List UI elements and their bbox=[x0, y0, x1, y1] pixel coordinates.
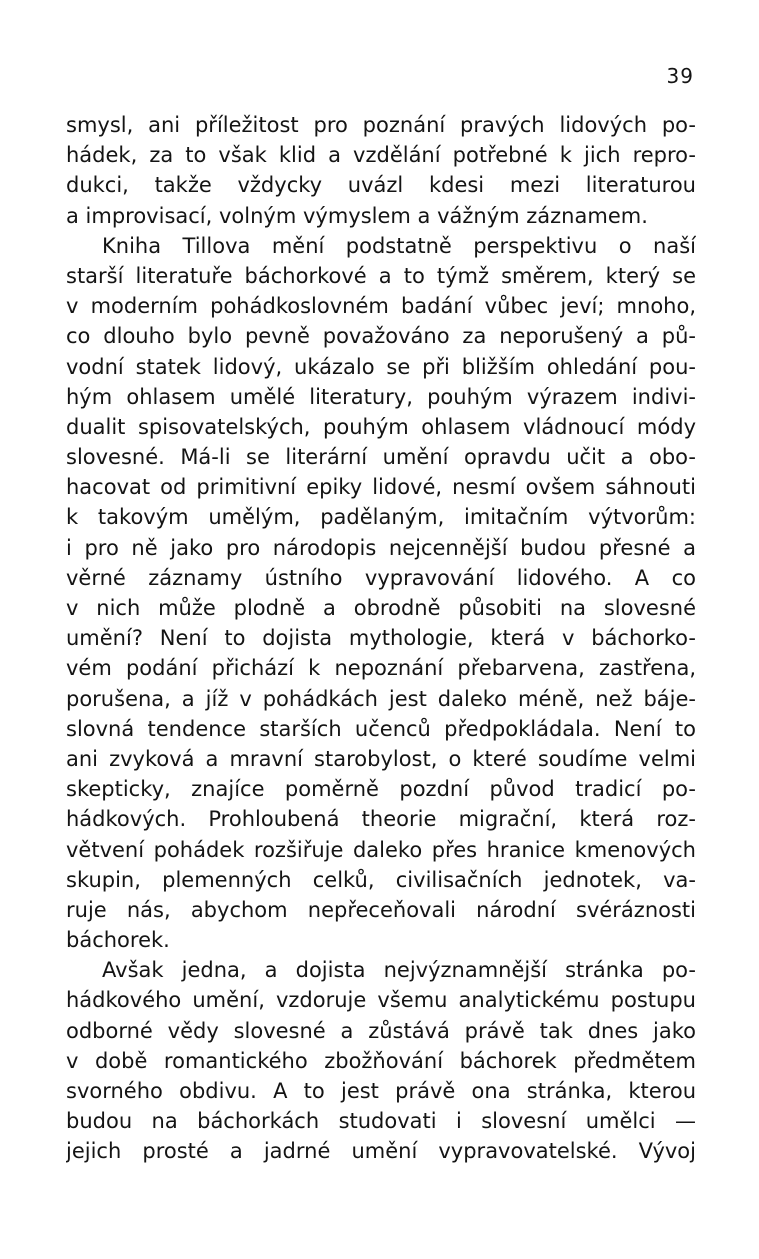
text-line: porušena, a jíž v pohádkách jest daleko méně, než bájе- bbox=[66, 686, 696, 711]
text-line: budou na báchorkách studovati i slovesní umělci — bbox=[66, 1109, 696, 1134]
text-line: dukci, takže vždycky uvázl kdesi mezi literaturou bbox=[66, 173, 696, 198]
text-line: svorného obdivu. A to jest právě ona stránka, kterou bbox=[66, 1079, 696, 1103]
text-line: hádek, za to však klid a vzdělání potřebné k jich repro- bbox=[66, 143, 696, 168]
paragraph bbox=[66, 231, 696, 956]
text-line: jejich prosté a jadrné umění vypravovatelské. Vývoj bbox=[66, 1139, 696, 1164]
text-line: v nich může plodně a obrodně působiti na slovesné bbox=[66, 596, 696, 620]
text-line: hádkových. Prohloubená theorie migrační, která roz- bbox=[66, 807, 696, 832]
text-line: dualit spisovatelských, pouhým ohlasem vládnoucí módy bbox=[66, 414, 696, 439]
text-line: Kniha Tillova mění podstatně perspektivu o naší bbox=[102, 233, 696, 258]
body-text bbox=[66, 110, 696, 1167]
text-line: hým ohlasem umělé literatury, pouhým výrazem indivi- bbox=[66, 384, 696, 409]
text-line: Avšak jedna, a dojista nejvýznamnější stránka po- bbox=[102, 958, 696, 983]
text-line: a improvisací, volným výmyslem a vážným záznamem. bbox=[66, 203, 648, 228]
text-line: i pro ně jako pro národopis nejcennější budou přesné a bbox=[66, 535, 696, 560]
page-number: 39 bbox=[666, 64, 694, 88]
text-line: v moderním pohádkoslovném badání vůbec jeví; mnoho, bbox=[66, 294, 696, 319]
text-line: slovesné. Má-li se literární umění opravdu učit a obo- bbox=[66, 445, 696, 470]
text-line: k takovým umělým, padělaným, imitačním výtvorům: bbox=[66, 505, 696, 530]
text-line: skepticky, znajíce poměrně pozdní původ tradicí po- bbox=[66, 777, 696, 802]
text-line: v době romantického zbožňování báchorek předmětem bbox=[66, 1048, 696, 1073]
text-line: báchorek. bbox=[66, 928, 170, 953]
text-line: starší literatuře báchorkové a to týmž směrem, který se bbox=[66, 263, 696, 288]
text-line: skupin, plemenných celků, civilisačních jednotek, va- bbox=[66, 867, 696, 892]
text-line: vodní statek lidový, ukázalo se při bližším ohledání pou- bbox=[66, 354, 696, 379]
text-line: slovná tendence starších učenců předpokládala. Není to bbox=[66, 716, 696, 741]
text-line: ani zvyková a mravní starobylost, o které soudíme velmi bbox=[66, 746, 696, 771]
text-line: umění? Není to dojista mythologie, která v báchorko- bbox=[66, 626, 696, 651]
text-line: větvení pohádek rozšiřuje daleko přes hranice kmenových bbox=[66, 837, 696, 862]
text-line: ruje nás, abychom nepřeceňovali národní svéráznosti bbox=[66, 897, 696, 922]
paragraph bbox=[66, 955, 696, 1166]
paragraph bbox=[66, 110, 696, 231]
text-line: odborné vědy slovesné a zůstává právě tak dnes jako bbox=[66, 1018, 696, 1043]
text-line: hádkového umění, vzdoruje všemu analytickému postupu bbox=[66, 988, 696, 1013]
text-line: co dlouho bylo pevně považováno za neporušený a pů- bbox=[66, 324, 696, 349]
text-line: vém podání přichází k nepoznání přebarvena, zastřena, bbox=[66, 656, 696, 681]
text-line: smysl, ani příležitost pro poznání pravých lidových po- bbox=[66, 113, 696, 137]
text-line: věrné záznamy ústního vypravování lidového. A co bbox=[66, 565, 696, 590]
text-line: hacovat od primitivní epiky lidové, nesmí ovšem sáhnouti bbox=[66, 475, 696, 500]
